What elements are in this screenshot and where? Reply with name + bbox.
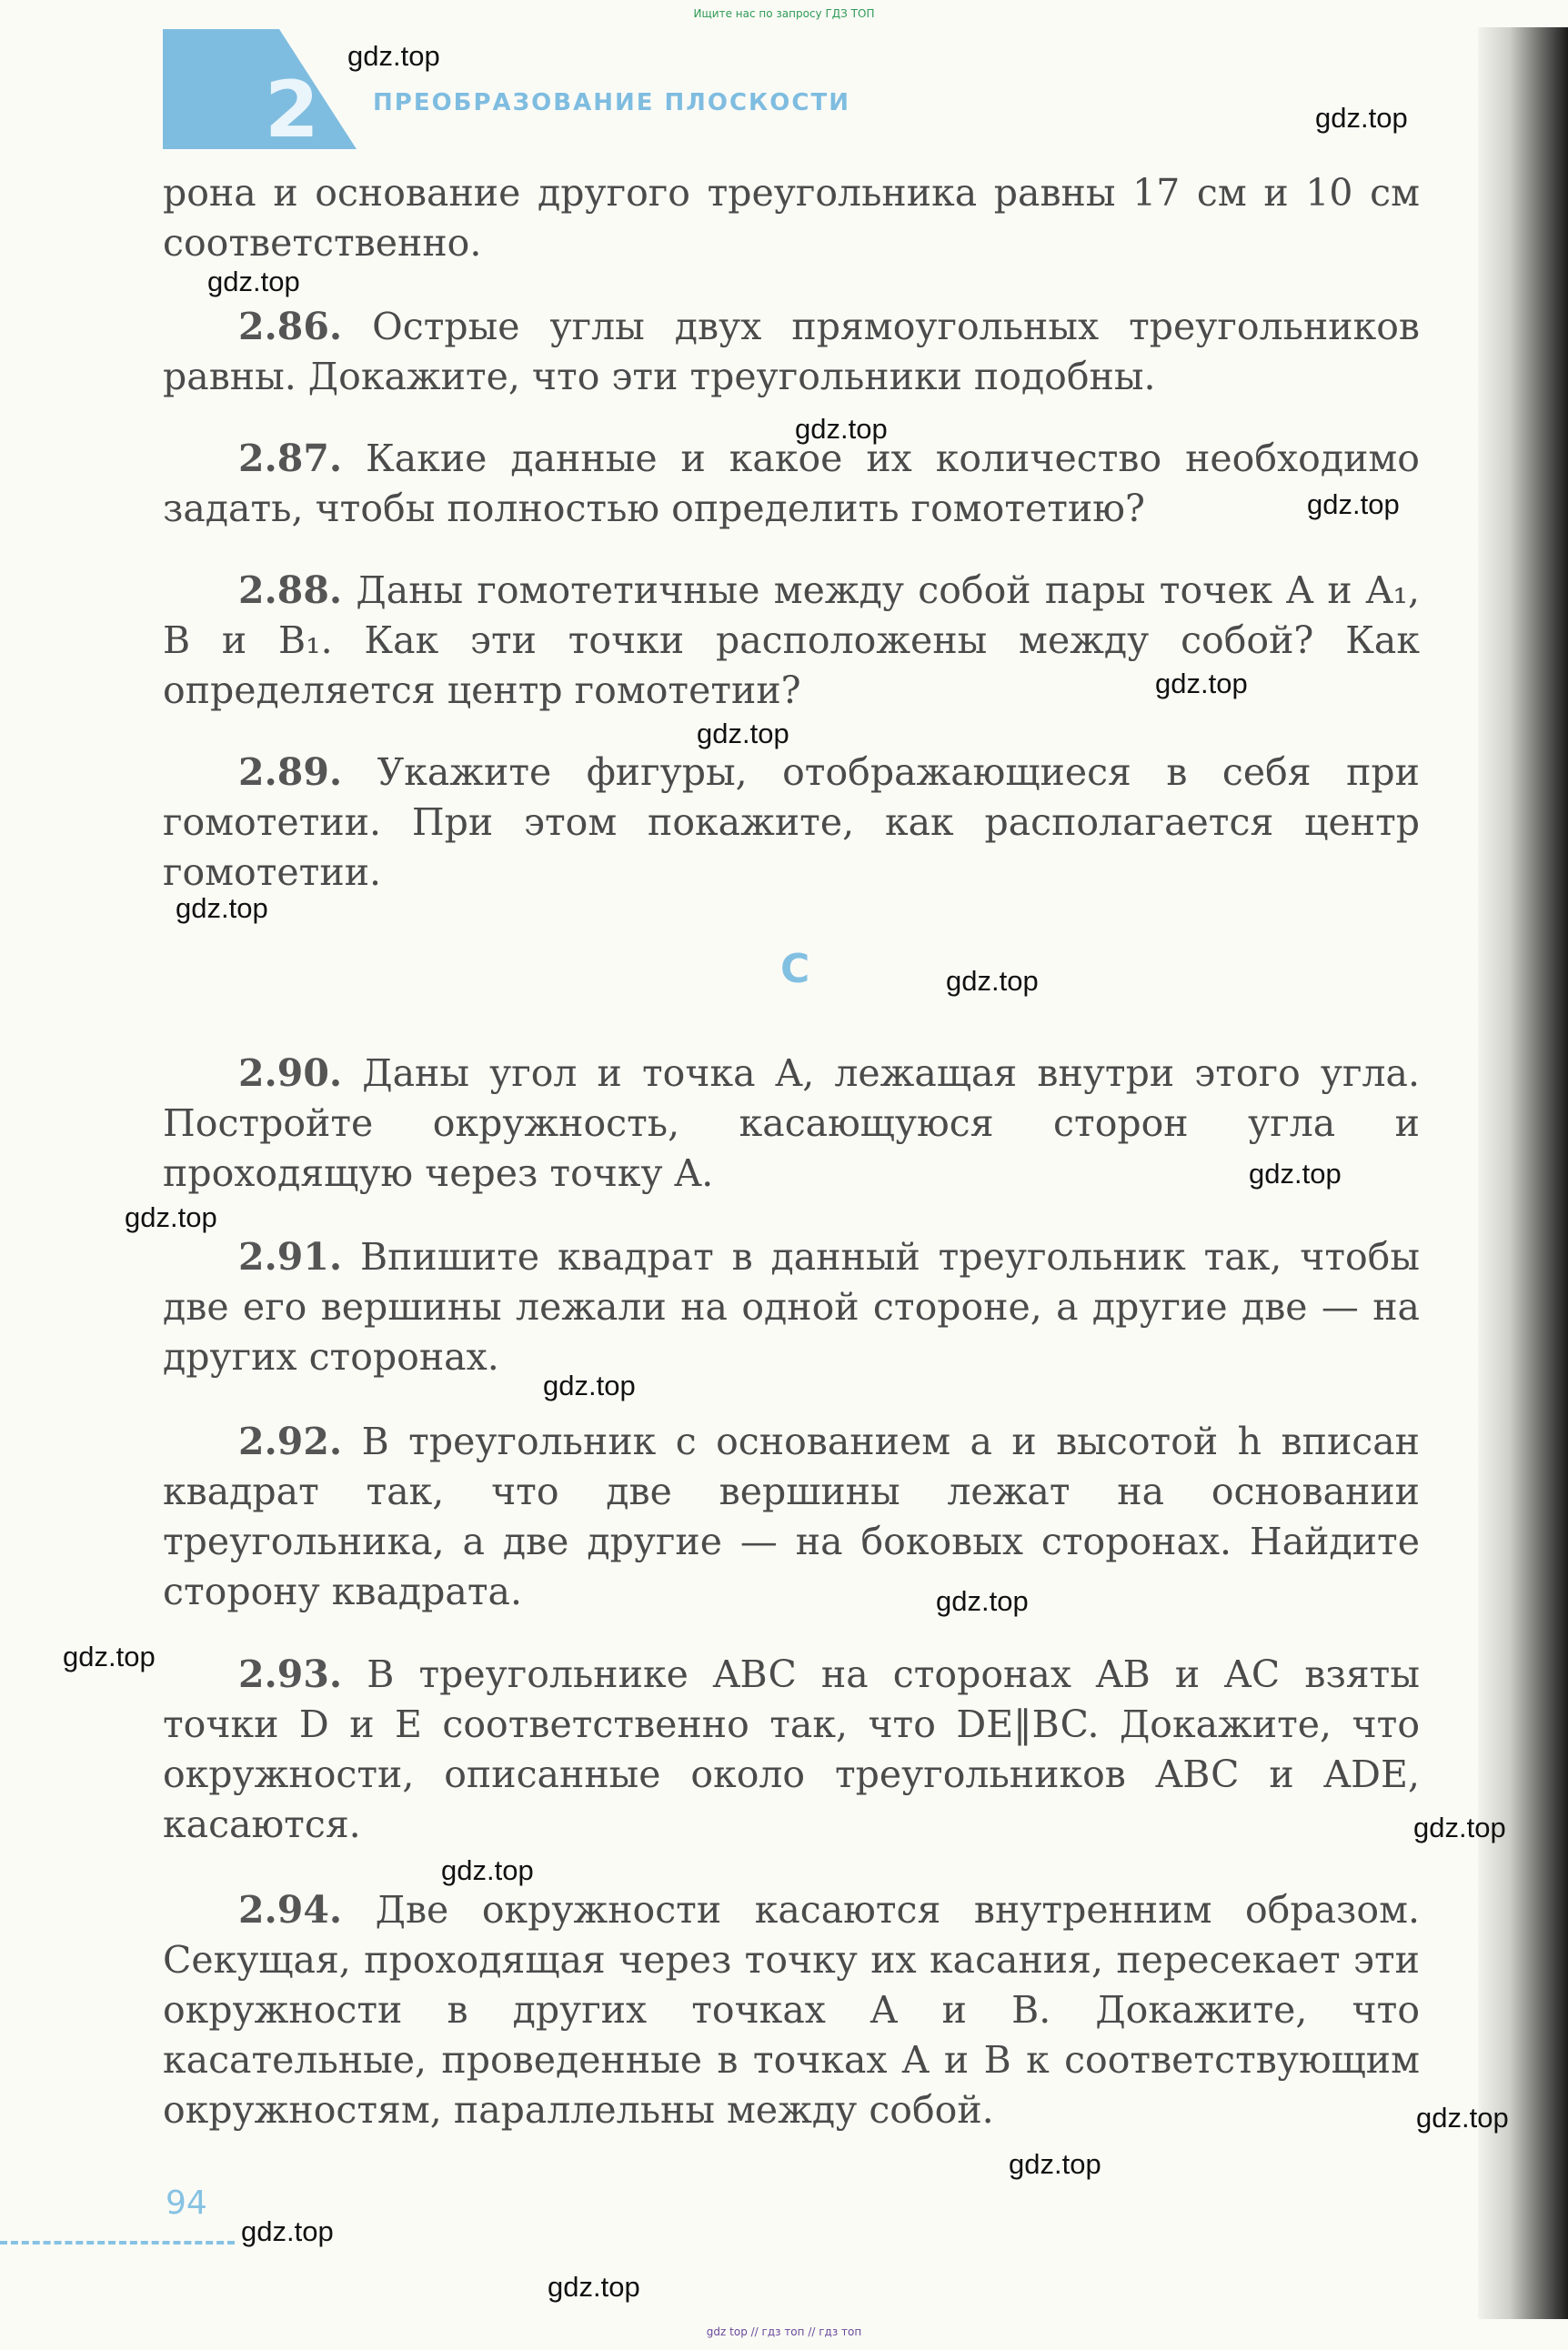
problem-2-91 (163, 1232, 1420, 1382)
top-note: Ищите нас по запросу ГДЗ ТОП (693, 7, 875, 20)
watermark: gdz.top (936, 1585, 1029, 1617)
watermark: gdz.top (697, 718, 789, 749)
book-spine-shadow (1478, 27, 1568, 2319)
watermark: gdz.top (1416, 2102, 1509, 2134)
watermark: gdz.top (1249, 1158, 1342, 1190)
problem-number: 2.87. (238, 437, 343, 480)
problem-number: 2.91. (238, 1235, 343, 1279)
problem-text: Острые углы двух прямоугольных треугольников равны. Докажите, что эти треугольники подобны. (163, 305, 1420, 398)
watermark: gdz.top (543, 1370, 636, 1401)
watermark: gdz.top (176, 892, 268, 924)
problem-2-86 (163, 302, 1420, 402)
problem-2-87 (163, 434, 1420, 534)
problem-text: В треугольнике ABC на сторонах AB и AC взяты точки D и E соответственно так, что DE‖BC. Докажите, что окружности, описанные около треугольников ABC и ADE, касаются. (163, 1652, 1420, 1846)
problem-continuation (163, 168, 1420, 268)
problem-number: 2.89. (238, 750, 343, 794)
problem-text: Даны угол и точка A, лежащая внутри этого угла. Постройте окружность, касающуюся сторон угла и проходящую через точку A. (163, 1051, 1420, 1195)
chapter-badge-shape (163, 29, 357, 149)
problem-text: Впишите квадрат в данный треугольник так, чтобы две его вершины лежали на одной стороне, а другие две — на других сторонах. (163, 1235, 1420, 1379)
problem-text: рона и основание другого треугольника равны 17 см и 10 см соответственно. (163, 171, 1420, 265)
bottom-note: gdz top // гдз топ // гдз топ (706, 2325, 862, 2338)
problem-text: Даны гомотетичные между собой пары точек A и A₁, B и B₁. Как эти точки расположены между собой? Как определяется центр гомотетии? (163, 568, 1420, 712)
watermark: gdz.top (1009, 2148, 1101, 2180)
problem-number: 2.92. (238, 1420, 343, 1463)
watermark: gdz.top (1155, 668, 1248, 699)
watermark: gdz.top (548, 2271, 640, 2303)
page-number: 94 (166, 2184, 207, 2222)
problem-number: 2.93. (238, 1652, 343, 1696)
problem-text: Укажите фигуры, отображающиеся в себя при гомотетии. При этом покажите, как располагается центр гомотетии. (163, 750, 1420, 894)
chapter-badge (163, 29, 357, 149)
page-number-dash-line (0, 2241, 235, 2245)
watermark: gdz.top (347, 40, 440, 72)
section-letter: C (780, 946, 810, 992)
problem-text: В треугольник с основанием a и высотой h вписан квадрат так, что две вершины лежат на основании треугольника, а две другие — на боковых сторонах. Найдите сторону квадрата. (163, 1420, 1420, 1613)
problem-number: 2.94. (238, 1888, 343, 1932)
watermark: gdz.top (795, 413, 888, 445)
problem-text: Какие данные и какое их количество необходимо задать, чтобы полностью определить гомотетию? (163, 437, 1420, 530)
watermark: gdz.top (63, 1641, 156, 1672)
chapter-title: ПРЕОБРАЗОВАНИЕ ПЛОСКОСТИ (373, 89, 850, 116)
problem-number: 2.86. (238, 305, 343, 348)
watermark: gdz.top (1307, 488, 1400, 520)
problem-2-92 (163, 1417, 1420, 1617)
watermark: gdz.top (441, 1854, 534, 1886)
problem-number: 2.88. (238, 568, 343, 612)
problem-2-93 (163, 1650, 1420, 1850)
problem-2-90 (163, 1049, 1420, 1199)
problem-number: 2.90. (238, 1051, 343, 1095)
problem-text: Две окружности касаются внутренним образом. Секущая, проходящая через точку их касания, пересекает эти окружности в других точках A и B. Докажите, что касательные, проведенные в точках A и B к соответствующим окружностям, параллельны между собой. (163, 1888, 1420, 2132)
chapter-number: 2 (265, 65, 319, 149)
problem-2-89 (163, 748, 1420, 898)
watermark: gdz.top (1315, 102, 1408, 134)
watermark: gdz.top (125, 1201, 217, 1233)
watermark: gdz.top (946, 965, 1039, 997)
watermark: gdz.top (207, 266, 300, 297)
problem-2-94 (163, 1885, 1420, 2135)
watermark: gdz.top (241, 2215, 334, 2247)
watermark: gdz.top (1413, 1812, 1506, 1843)
